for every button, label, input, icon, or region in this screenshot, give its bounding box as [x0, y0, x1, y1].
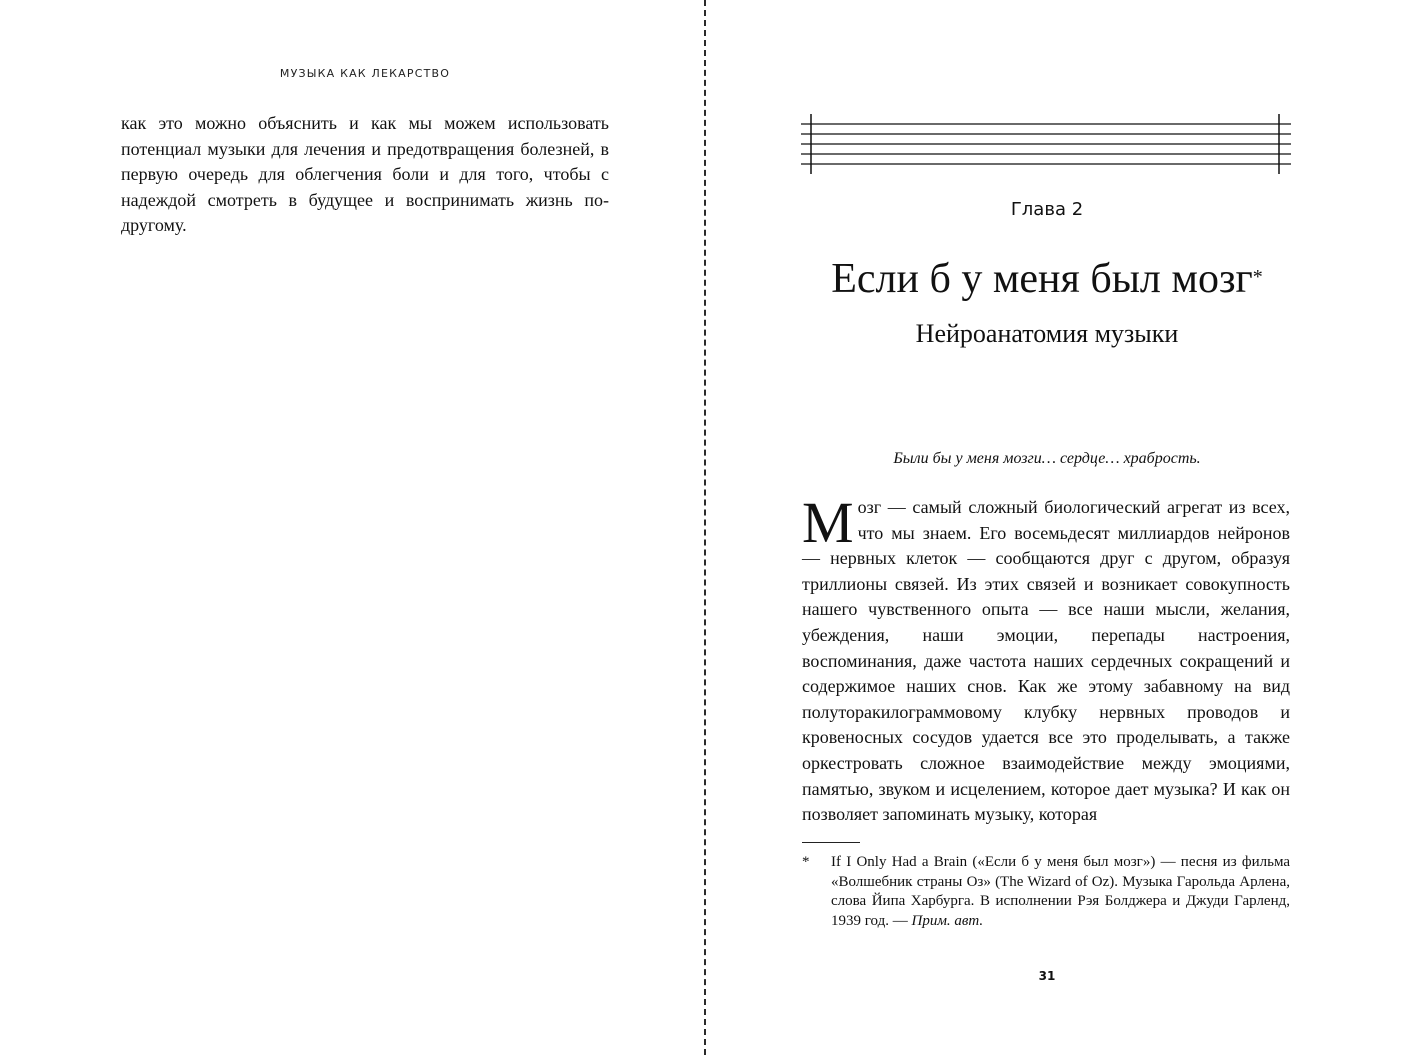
right-page	[707, 0, 1410, 1055]
footnote-note: Прим. авт.	[911, 912, 984, 929]
paragraph: как это можно объяснить и как мы можем использовать потенциал музыки для лечения и предотвращения болезней, в первую очередь для облегчения боли и для того, чтобы с надеждой смотреть в будущее и воспринимать жизнь по-другому.	[121, 113, 609, 235]
page-number: 31	[1038, 969, 1056, 983]
footnote-text	[831, 853, 1290, 931]
epigraph: Были бы у меня мозги… сердце… храбрость.	[893, 450, 1201, 467]
paragraph-text: озг — самый сложный биологический агрегат из всех, что мы знаем. Его восемьдесят миллиардов нейронов — нервных клеток — сообщаются друг с другом, образуя триллионы связей. Из этих связей и возникает совокупность нашего чувственного опыта — все наши мысли, желания, убеждения, наши эмоции, перепады настроения, воспоминания, даже частота наших сердечных сокращений и содержимое наших снов. Как же этому забавному на вид полуторакилограммовому клубку нервных проводов и кровеносных сосудов удается все это проделывать, а также оркестровать сложное взаимодействие между эмоциями, памятью, звуком и исцелением, которое дает музыка? И как он позволяет запоминать музыку, которая	[802, 497, 1290, 825]
chapter-subtitle: Нейроанатомия музыки	[915, 319, 1179, 348]
music-staff-ornament	[801, 112, 1291, 176]
paragraph	[802, 490, 1290, 828]
chapter-label: Глава 2	[1010, 199, 1084, 220]
running-head: МУЗЫКА КАК ЛЕКАРСТВО	[279, 67, 451, 80]
drop-cap: М	[802, 490, 854, 555]
footnote-body: If I Only Had a Brain («Если б у меня был мозг») — песня из фильма «Волшебник страны Оз» (The Wizard of Oz). Музыка Гарольда Арлена, слова Йипа Харбурга. В исполнении Рэя Болджера и Джуди Гарленд, 1939 год. —	[831, 854, 1290, 929]
chapter-title	[802, 253, 1292, 305]
footnote-rule	[802, 842, 860, 843]
body-text	[802, 490, 1290, 828]
chapter-title-text: Если б у меня был мозг	[831, 256, 1253, 302]
footnote	[802, 853, 1290, 931]
left-page-text	[121, 111, 609, 239]
footnote-mark: *	[802, 854, 810, 870]
footnote-marker: *	[1252, 266, 1263, 288]
